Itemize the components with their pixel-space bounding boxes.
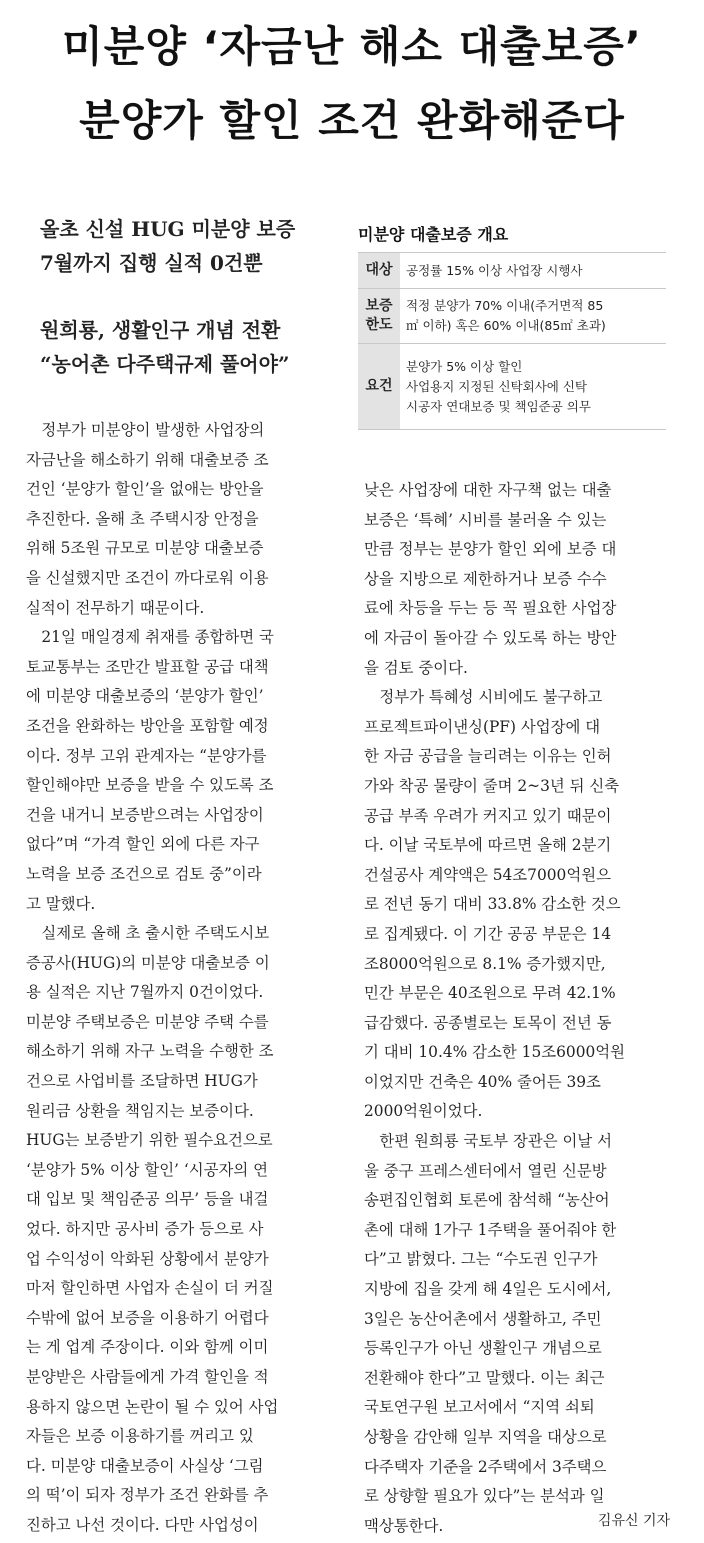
body-line: 다주택자 기준을 2주택에서 3주택으 [364,1457,607,1476]
body-line: 업 수익성이 악화된 상황에서 분양가 [26,1249,269,1268]
body-line: 없다”며 “가격 할인 외에 다른 자구 [26,835,260,854]
body-line: 한 자금 공급을 늘리려는 이유는 인허 [364,747,612,766]
body-line: 국토연구원 보고서에서 “지역 쇠퇴 [364,1398,595,1417]
body-line: 을 검토 중이다. [364,658,468,677]
body-line: 증공사(HUG)의 미분양 대출보증 이 [26,953,270,972]
body-line: ‘분양가 5% 이상 할인’ ‘시공자의 연 [26,1160,268,1179]
body-line: 정부가 미분양이 발생한 사업장의 [26,421,265,439]
body-line: 토교통부는 조만간 발표할 공급 대책 [26,657,269,676]
body-line: 마저 할인하면 사업자 손실이 더 커질 [26,1279,274,1298]
body-line: 21일 매일경제 취재를 종합하면 국 [26,628,274,647]
body-line: 울 중구 프레스센터에서 열린 신문방 [364,1161,607,1180]
body-line: 대 입보 및 책임준공 의무’ 등을 내걸 [26,1190,269,1209]
body-line: 다”고 밝혔다. 그는 “수도권 인구가 [364,1250,598,1269]
body-line: 정부가 특혜성 시비에도 불구하고 [364,688,603,707]
body-line: 수밖에 없어 보증을 이용하기 어렵다 [26,1308,269,1327]
body-line: 건인 ‘분양가 할인’을 없애는 방안을 [26,480,264,499]
summary-row-target [358,253,666,289]
summary-table [358,252,666,430]
body-line: 전환해야 한다”고 말했다. 이는 최근 [364,1368,605,1387]
body-line: HUG는 보증받기 위한 필수요건으로 [26,1131,273,1150]
body-line: 에 미분양 대출보증의 ‘분양가 할인’ [26,687,264,706]
body-line: 건을 내거니 보증받으려는 사업장이 [26,805,264,824]
body-line: 었다. 하지만 공사비 증가 등으로 사 [26,1220,264,1239]
body-line: 에 자금이 돌아갈 수 있도록 하는 방안 [364,628,617,647]
body-line: 을 신설했지만 조건이 까다로워 이용 [26,568,269,587]
summary-row-limit [358,289,666,344]
body-line: 로 상향할 필요가 있다”는 분석과 일 [364,1487,605,1506]
body-line: 공급 부족 우려가 커지고 있기 때문이 [364,806,612,825]
body-line: 는 게 업계 주장이다. 이와 함께 이미 [26,1338,269,1357]
summary-value-requirements: 분양가 5% 이상 할인 사업용지 지정된 신탁회사에 신탁 시공자 연대보증 및 책임준공 의무 [400,344,666,430]
body-line: 원리금 상환을 책임지는 보증이다. [26,1101,254,1120]
body-line: 자들은 보증 이용하기를 꺼리고 있 [26,1427,254,1446]
body-line: 실적이 전무하기 때문이다. [26,598,205,617]
body-line: 이었지만 건축은 40% 줄어든 39조 [364,1072,601,1091]
body-line: 료에 차등을 두는 등 꼭 필요한 사업장 [364,599,617,618]
body-line: 할인해야만 보증을 받을 수 있도록 조 [26,776,274,795]
body-line: 해소하기 위해 자구 노력을 수행한 조 [26,1042,274,1061]
article-body-right-column [364,476,676,1541]
subhead-1-line-2: 7월까지 집행 실적 0건뿐 [40,251,263,275]
body-line: 건으로 사업비를 조달하면 HUG가 [26,1072,258,1091]
body-line: 위해 5조원 규모로 미분양 대출보증 [26,539,264,558]
body-line: 상을 지방으로 제한하거나 보증 수수 [364,569,607,588]
body-line: 진하고 나선 것이다. 다만 사업성이 [26,1515,259,1534]
body-line: 노력을 보증 조건으로 검토 중”이라 [26,864,262,883]
body-line: 프로젝트파이낸싱(PF) 사업장에 대 [364,717,601,736]
body-line: 송편집인협회 토론에 참석해 “농산어 [364,1191,610,1210]
body-line: 급감했다. 공종별로는 토목이 전년 동 [364,1013,612,1032]
body-line: 기 대비 10.4% 감소한 15조6000억원 [364,1043,626,1062]
article-body-left-column [26,416,342,1541]
body-line: 맥상통한다. [364,1516,444,1535]
body-line: 고 말했다. [26,894,96,913]
byline: 김유신 기자 [597,1513,670,1529]
summary-label-target: 대상 [358,253,400,289]
summary-row-requirements [358,344,666,430]
body-line: 촌에 대해 1가구 1주택을 풀어줘야 한 [364,1220,617,1239]
summary-label-limit: 보증 한도 [358,289,400,344]
subhead-1-line-1: 올초 신설 HUG 미분양 보증 [40,217,296,241]
body-line: 한편 원희룡 국토부 장관은 이날 서 [364,1132,612,1151]
body-line: 추진한다. 올해 초 주택시장 안정을 [26,509,259,528]
body-line: 낮은 사업장에 대한 자구책 없는 대출 [364,481,612,499]
summary-value-limit: 적정 분양가 70% 이내(주거면적 85 ㎡ 이하) 혹은 60% 이내(85㎡ 초과) [400,289,666,344]
body-line: 등록인구가 아닌 생활인구 개념으로 [364,1339,602,1358]
summary-label-requirements: 요건 [358,344,400,430]
body-line: 조8000억원으로 8.1% 증가했지만, [364,954,606,973]
body-line: 용 실적은 지난 7월까지 0건이었다. [26,983,264,1002]
body-line: 미분양 주택보증은 미분양 주택 수를 [26,1012,269,1031]
summary-box-title: 미분양 대출보증 개요 [358,225,509,244]
body-line: 분양받은 사람들에게 가격 할인을 적 [26,1368,269,1386]
body-line: 지방에 집을 갖게 해 4일은 도시에서, [364,1280,612,1299]
subhead-2 [40,313,340,381]
body-line: 만큼 정부는 분양가 할인 외에 보증 대 [364,540,617,559]
body-line: 2000억원이었다. [364,1102,483,1121]
body-line: 용하지 않으면 논란이 될 수 있어 사업 [26,1397,279,1416]
headline-line-1: 미분양 ‘자금난 해소 대출보증’ [62,22,642,71]
body-line: 상황을 감안해 일부 지역을 대상으로 [364,1428,607,1446]
body-line: 민간 부문은 40조원으로 무려 42.1% [364,984,616,1003]
body-line: 다. 미분양 대출보증이 사실상 ‘그림 [26,1456,264,1475]
body-line: 로 집계됐다. 이 기간 공공 부문은 14 [364,924,612,943]
body-line: 로 전년 동기 대비 33.8% 감소한 것으 [364,895,621,914]
body-line: 가와 착공 물량이 줄며 2~3년 뒤 신축 [364,776,620,795]
body-line: 다. 이날 국토부에 따르면 올해 2분기 [364,836,612,855]
body-line: 보증은 ‘특혜’ 시비를 불러올 수 있는 [364,510,607,529]
subhead-2-line-2: “농어촌 다주택규제 풀어야” [40,352,290,376]
body-line: 3일은 농산어촌에서 생활하고, 주민 [364,1309,602,1328]
body-line: 자금난을 해소하기 위해 대출보증 조 [26,450,269,469]
body-line: 실제로 올해 초 출시한 주택도시보 [26,924,270,943]
body-line: 이다. 정부 고위 관계자는 “분양가를 [26,746,267,765]
headline-line-2: 분양가 할인 조건 완화해준다 [79,96,625,145]
summary-value-target: 공정률 15% 이상 사업장 시행사 [400,253,666,289]
body-line: 조건을 완화하는 방안을 포함할 예정 [26,716,269,735]
subhead-2-line-1: 원희룡, 생활인구 개념 전환 [40,318,281,342]
subhead-1 [40,212,340,280]
body-line: 건설공사 계약액은 54조7000억원으 [364,865,611,884]
body-line: 의 떡’이 되자 정부가 조건 완화를 추 [26,1486,269,1505]
